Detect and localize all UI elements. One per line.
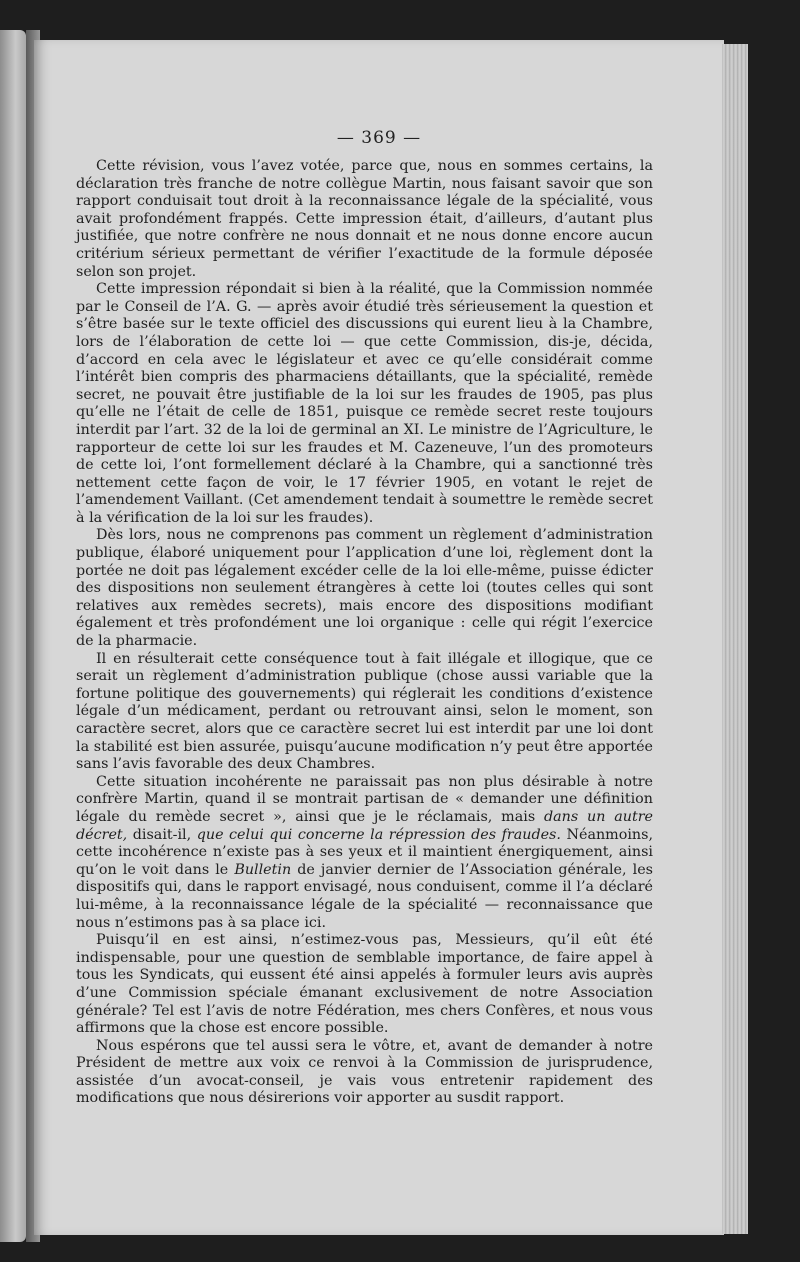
paragraph-1: Cette révision, vous l’avez votée, parce que, nous en sommes certains, la déclaration très franche de notre collègue Martin, nous faisant savoir que son rapport conduisait tout droit à la reconnaissance légale de la spécialité, vous avait profondément frappés. Cette impression était, d’ailleurs, d’autant plus justifiée, que notre confrère ne nous donnait et ne nous donne encore aucun critérium sérieux permettant de vérifier l’exactitude de la formule déposée selon son projet. (76, 158, 653, 280)
book-page (34, 40, 724, 1235)
paragraph-4: Il en résulterait cette conséquence tout à fait illégale et illogique, que ce serait un règlement d’administration publique (chose aussi variable que la fortune politique des gouvernements) qui réglerait les conditions d’existence légale d’un médicament, perdant ou retrouvant ainsi, selon le moment, son caractère secret, alors que ce caractère secret lui est interdit par une loi dont la stabilité est bien assurée, puisqu’aucune modification n’y peut être apportée sans l’avis favorable des deux Chambres. (76, 650, 653, 773)
paragraph-5-part-1: Cette situation incohérente ne paraissait pas non plus désirable à notre confrère Martin, quand il se montrait partisan de « demander une définition légale du remède secret », ainsi que je le réclamais, mais (76, 773, 653, 825)
page-body (76, 158, 653, 1108)
paragraph-5-italic-2: que celui qui concerne la répression des fraudes. (196, 826, 561, 843)
page-stack-edge (722, 44, 748, 1234)
paragraph-7: Nous espérons que tel aussi sera le vôtre, et, avant de demander à notre Président de mettre aux voix ce renvoi à la Commission de jurisprudence, assistée d’un avocat-conseil, je vais vous entretenir rapidement des modifications que nous désirerions voir apporter au susdit rapport. (76, 1037, 653, 1107)
paragraph-6: Puisqu’il en est ainsi, n’estimez-vous pas, Messieurs, qu’il eût été indispensable, pour une question de semblable importance, de faire appel à tous les Syndicats, qui eussent été ainsi appelés à formuler leurs avis auprès d’une Commission spéciale émanant exclusivement de notre Association générale? Tel est l’avis de notre Fédération, mes chers Confères, et nous vous affirmons que la chose est encore possible. (76, 932, 653, 1037)
paragraph-5-part-4: de janvier dernier de l’Association générale, les dispositifs qui, dans le rapport envisagé, nous conduisent, comme il l’a déclaré lui-même, à la reconnaissance légale de la spécialité — reconnaissance que nous n’estimons pas à sa place ici. (76, 861, 653, 931)
paragraph-5-part-2: disait-il, (127, 826, 197, 843)
paragraph-3: Dès lors, nous ne comprenons pas comment un règlement d’administration publique, élaboré uniquement pour l’application d’une loi, règlement dont la portée ne doit pas légalement excéder celle de la loi elle-même, puisse édicter des dispositions non seulement étrangères à cette loi (toutes celles qui sont relatives aux remèdes secrets), mais encore des dispositions modifiant également et très profondément une loi organique : celle qui régit l’exercice de la pharmacie. (76, 527, 653, 650)
paragraph-5-italic-1: dans un autre décret, (76, 808, 653, 843)
paragraph-5 (76, 774, 653, 932)
paragraph-2: Cette impression répondait si bien à la réalité, que la Commission nommée par le Conseil de l’A. G. — après avoir étudié très sérieusement la question et s’être basée sur le texte officiel des discussions qui eurent lieu à la Chambre, lors de l’élaboration de cette loi — que cette Commission, dis-je, décida, d’accord en cela avec le législateur et avec ce qu’elle considérait comme l’intérêt bien compris des pharmaciens détaillants, que la spécialité, remède secret, ne pouvait être justifiable de la loi sur les fraudes de 1905, pas plus qu’elle ne l’était de celle de 1851, puisque ce remède secret reste toujours interdit par l’art. 32 de la loi de germinal an XI. Le ministre de l’Agriculture, le rapporteur de cette loi sur les fraudes et M. Cazeneuve, l’un des promoteurs de cette loi, l’ont formellement déclaré à la Chambre, qui a sanctionné très nettement cette façon de voir, le 17 février 1905, en votant le rejet de l’amendement Vaillant. (Cet amendement tendait à soumettre le remède secret à la vérification de la loi sur les fraudes). (76, 281, 653, 526)
paragraph-5-part-3: Néanmoins, cette incohérence n’existe pas à ses yeux et il maintient énergiquement, ainsi qu’on le voit dans le (76, 826, 654, 878)
page-number: — 369 — (336, 128, 422, 148)
paragraph-5-italic-3: Bulletin (234, 861, 292, 878)
previous-page-edge (0, 30, 26, 1242)
